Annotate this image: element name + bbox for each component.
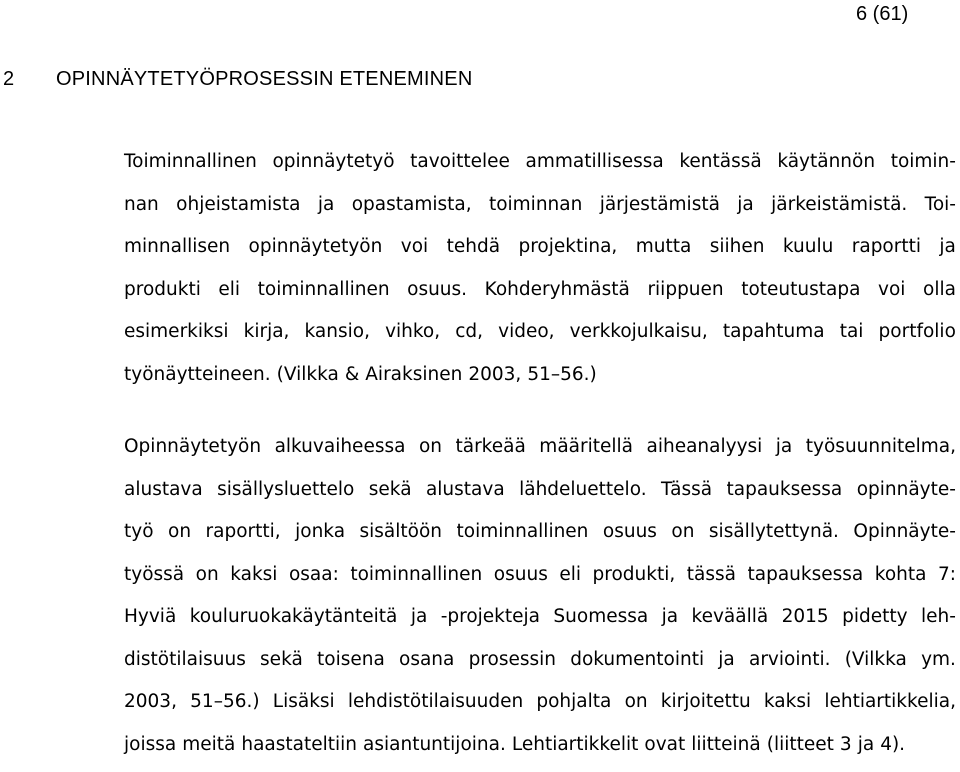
word: distötilaisuus	[124, 645, 246, 688]
word: Hyviä	[124, 602, 176, 645]
text-line	[124, 190, 956, 233]
word: työssä	[124, 560, 184, 603]
word: liitteinä	[691, 730, 761, 772]
text-line	[124, 317, 956, 360]
word: Tässä	[661, 475, 712, 518]
word: video,	[498, 317, 554, 360]
text-line	[124, 475, 956, 518]
chapter-number: 2	[3, 68, 14, 91]
word: mutta	[636, 232, 692, 275]
word: 3	[840, 730, 852, 772]
word: tehdä	[447, 232, 500, 275]
page-number: 6 (61)	[856, 3, 908, 26]
word: opinnäyte-	[857, 475, 956, 518]
word: järjestämistä	[600, 190, 720, 233]
word: kirja,	[244, 317, 290, 360]
word: tavoittelee	[410, 147, 510, 190]
chapter-title: OPINNÄYTETYÖPROSESSIN ETENEMINEN	[56, 68, 472, 91]
word: on	[671, 517, 694, 560]
word: työsuunnitelma,	[806, 432, 956, 475]
word: Lisäksi	[273, 687, 335, 730]
word: alustava	[124, 475, 203, 518]
word: toiminnallinen	[457, 517, 589, 560]
word: ja	[662, 602, 678, 645]
word: Toiminnallinen	[124, 147, 257, 190]
word: Lehtiartikkelit	[512, 730, 639, 772]
word: voi	[401, 232, 428, 275]
word: tapauksessa	[727, 475, 843, 518]
word: kouluruokakäytänteitä	[190, 602, 398, 645]
word: joissa	[124, 730, 176, 772]
word: projektina,	[518, 232, 617, 275]
word: Opinnäytetyön	[124, 432, 261, 475]
word: vihko,	[385, 317, 440, 360]
word: produkti	[124, 275, 201, 318]
text-line	[124, 360, 956, 403]
word: Opinnäyte-	[853, 517, 956, 560]
word: pohjalta	[536, 687, 611, 730]
word: toiminnallinen	[258, 275, 390, 318]
word: Toi-	[925, 190, 956, 233]
word: kirjoitettu	[661, 687, 751, 730]
word: alustava	[426, 475, 505, 518]
word: ja	[939, 232, 955, 275]
word: jonka	[295, 517, 345, 560]
word: keväällä	[692, 602, 769, 645]
word: tärkeää	[455, 432, 525, 475]
word: opinnäytetyön	[249, 232, 383, 275]
word: pidetty	[842, 602, 907, 645]
word: opinnäytetyö	[272, 147, 394, 190]
word: osuus.	[407, 275, 467, 318]
word: 2003,	[124, 687, 177, 730]
word: eli	[559, 560, 581, 603]
word: riippuen	[647, 275, 723, 318]
word: toteutustapa	[741, 275, 860, 318]
text-line	[124, 560, 956, 603]
word: (Vilkka	[845, 645, 907, 688]
word: ym.	[921, 645, 956, 688]
word: toiminnallinen	[350, 560, 482, 603]
word: osaa:	[289, 560, 339, 603]
word: kentässä	[679, 147, 761, 190]
word: ja	[411, 602, 427, 645]
word: ovat	[644, 730, 685, 772]
word: käytännön	[777, 147, 875, 190]
word: on	[419, 432, 442, 475]
word: eli	[218, 275, 240, 318]
word: osana	[399, 645, 454, 688]
word: &	[345, 360, 359, 403]
word: dokumentointi	[570, 645, 704, 688]
word: 4).	[880, 730, 905, 772]
word: sekä	[260, 645, 303, 688]
word: 51–56.)	[190, 687, 259, 730]
word: minnallisen	[124, 232, 230, 275]
paragraph-2	[124, 432, 956, 772]
word: on	[168, 517, 191, 560]
word: 51–56.)	[527, 360, 596, 403]
word: työnäytteineen.	[124, 360, 271, 403]
word: on	[625, 687, 648, 730]
word: tapauksessa	[748, 560, 864, 603]
paragraph-1	[124, 147, 956, 402]
word: (liitteet	[767, 730, 834, 772]
word: ohjeistamista	[176, 190, 300, 233]
word: tai	[840, 317, 864, 360]
text-line	[124, 602, 956, 645]
word: sisällysluettelo	[217, 475, 354, 518]
text-line	[124, 432, 956, 475]
word: aiheanalyysi	[647, 432, 763, 475]
word: voi	[878, 275, 905, 318]
word: ja	[318, 190, 334, 233]
word: verkkojulkaisu,	[570, 317, 708, 360]
word: produkti,	[593, 560, 676, 603]
word: raportti	[852, 232, 921, 275]
word: määritellä	[539, 432, 633, 475]
word: työ	[124, 517, 154, 560]
text-line	[124, 730, 956, 772]
word: osuus	[494, 560, 548, 603]
word: prosessin	[469, 645, 556, 688]
word: arviointi.	[749, 645, 831, 688]
word: portfolio	[879, 317, 956, 360]
word: siihen	[710, 232, 765, 275]
word: kaksi	[230, 560, 277, 603]
word: esimerkiksi	[124, 317, 229, 360]
word: kansio,	[305, 317, 370, 360]
word: nan	[124, 190, 159, 233]
word: olla	[923, 275, 956, 318]
word: lähdeluettelo.	[519, 475, 646, 518]
word: 2015	[782, 602, 829, 645]
word: haastateltiin	[241, 730, 357, 772]
word: toisena	[317, 645, 385, 688]
word: lehtiartikkelia,	[824, 687, 956, 730]
text-line	[124, 517, 956, 560]
word: 7:	[938, 560, 956, 603]
word: ja	[858, 730, 874, 772]
text-line	[124, 687, 956, 730]
word: asiantuntijoina.	[363, 730, 506, 772]
word: meitä	[182, 730, 235, 772]
word: lehdistötilaisuuden	[348, 687, 523, 730]
word: toimin-	[891, 147, 956, 190]
word: -projekteja	[441, 602, 540, 645]
word: tässä	[687, 560, 736, 603]
text-line	[124, 232, 956, 275]
word: 2003,	[468, 360, 521, 403]
word: opastamista,	[352, 190, 472, 233]
word: cd,	[455, 317, 483, 360]
word: ja	[737, 190, 753, 233]
text-line	[124, 645, 956, 688]
text-line	[124, 147, 956, 190]
word: leh-	[921, 602, 956, 645]
text-line	[124, 275, 956, 318]
word: kuulu	[783, 232, 833, 275]
word: järkeistämistä.	[771, 190, 907, 233]
word: osuus	[603, 517, 657, 560]
word: sekä	[369, 475, 412, 518]
word: alkuvaiheessa	[275, 432, 406, 475]
word: sisällytettynä.	[709, 517, 839, 560]
word: ja	[776, 432, 792, 475]
word: Suomessa	[553, 602, 648, 645]
word: Kohderyhmästä	[485, 275, 630, 318]
word: (Vilkka	[277, 360, 339, 403]
word: ja	[718, 645, 734, 688]
word: Airaksinen	[365, 360, 462, 403]
word: tapahtuma	[723, 317, 825, 360]
word: ammatillisessa	[526, 147, 664, 190]
word: kaksi	[764, 687, 811, 730]
word: sisältöön	[360, 517, 443, 560]
word: on	[196, 560, 219, 603]
word: kohta	[875, 560, 927, 603]
word: toiminnan	[489, 190, 582, 233]
word: raportti,	[206, 517, 281, 560]
